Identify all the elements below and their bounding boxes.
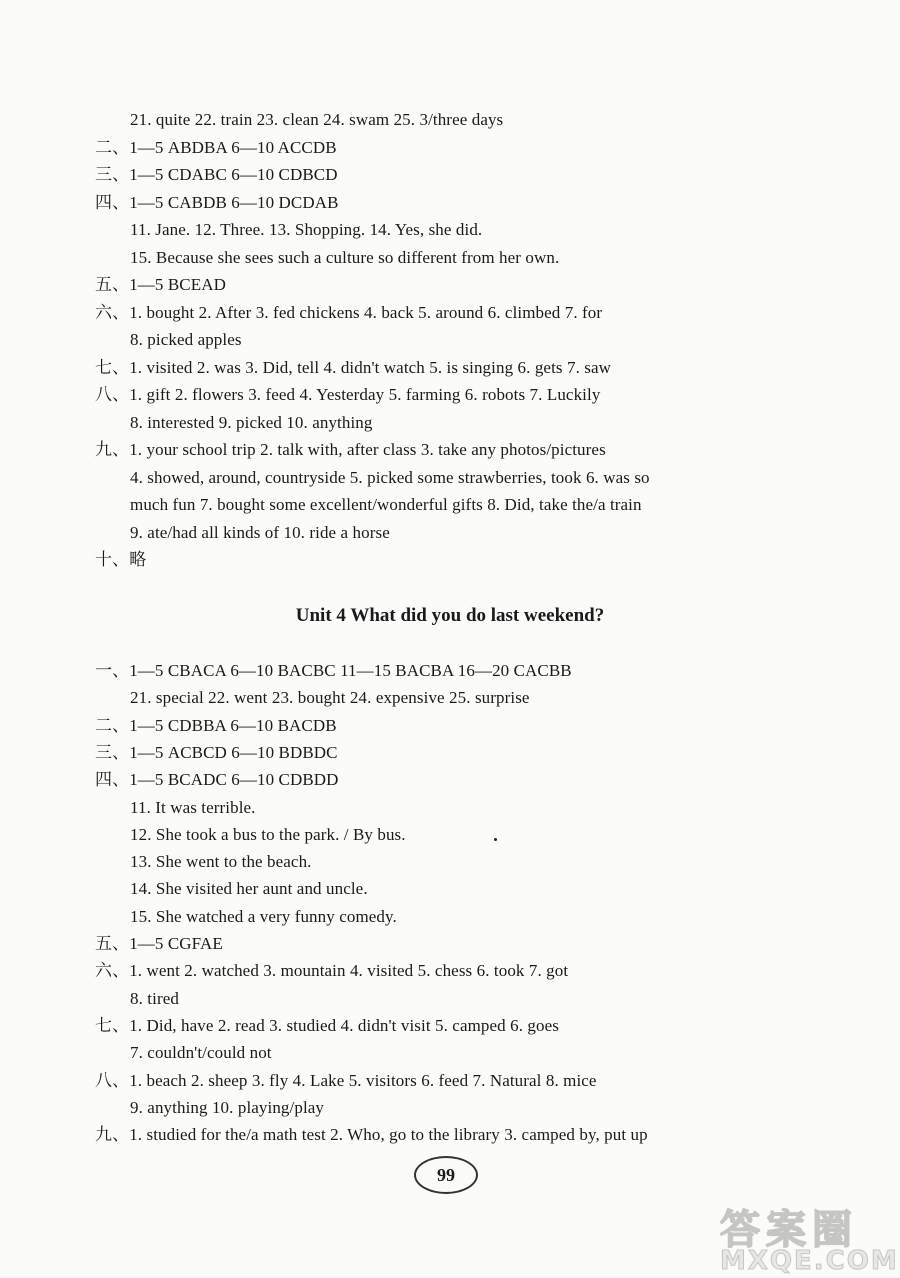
answer-line: 11. Jane. 12. Three. 13. Shopping. 14. Yes, she did. (130, 220, 483, 239)
answer-line: 七、1. Did, have 2. read 3. studied 4. didn't visit 5. camped 6. goes (95, 1015, 559, 1035)
answer-line: 四、1—5 BCADC 6—10 CDBDD (95, 770, 339, 790)
answer-line: 12. She took a bus to the park. / By bus. (130, 824, 406, 844)
answer-line: 六、1. went 2. watched 3. mountain 4. visited 5. chess 6. took 7. got (95, 961, 569, 981)
answer-line: 四、1—5 CABDB 6—10 DCDAB (95, 192, 339, 212)
answer-line: 14. She visited her aunt and uncle. (130, 879, 368, 899)
page-number: 99 (414, 1156, 478, 1194)
answer-line: 15. She watched a very funny comedy. (130, 906, 397, 926)
stray-dot (494, 838, 497, 841)
answer-line: 11. It was terrible. (130, 797, 256, 817)
answer-line: 五、1—5 CGFAE (95, 934, 223, 953)
answer-line: 七、1. visited 2. was 3. Did, tell 4. didn't watch 5. is singing 6. gets 7. saw (95, 357, 612, 377)
answer-line: 8. tired (130, 988, 179, 1008)
answer-line: 二、1—5 CDBBA 6—10 BACDB (95, 715, 337, 735)
answer-line: 8. interested 9. picked 10. anything (130, 412, 373, 432)
answer-line: 三、1—5 CDABC 6—10 CDBCD (95, 165, 338, 184)
watermark-bottom-text: MXQE.COM (720, 1246, 899, 1276)
answer-line: 一、1—5 CBACA 6—10 BACBC 11—15 BACBA 16—20 CACBB (95, 661, 572, 680)
answer-line: 八、1. gift 2. flowers 3. feed 4. Yesterday 5. farming 6. robots 7. Luckily (95, 385, 601, 404)
answer-line: 十、略 (95, 550, 147, 569)
answer-line: 三、1—5 ACBCD 6—10 BDBDC (95, 742, 338, 762)
answer-line: 13. She went to the beach. (130, 852, 312, 872)
answer-line: 7. couldn't/could not (130, 1043, 272, 1063)
answer-line: much fun 7. bought some excellent/wonderful gifts 8. Did, take the/a train (130, 495, 642, 514)
answer-line: 21. quite 22. train 23. clean 24. swam 25. 3/three days (130, 110, 504, 129)
answer-line: 9. ate/had all kinds of 10. ride a horse (130, 522, 390, 542)
answer-line: 五、1—5 BCEAD (95, 275, 226, 294)
answer-line: 九、1. your school trip 2. talk with, after class 3. take any photos/pictures (95, 440, 606, 459)
answer-line: 4. showed, around, countryside 5. picked some strawberries, took 6. was so (130, 467, 650, 487)
watermark-logo (720, 1198, 900, 1278)
answer-line: 9. anything 10. playing/play (130, 1097, 325, 1117)
unit-title: Unit 4 What did you do last weekend? (295, 605, 605, 626)
answer-line: 九、1. studied for the/a math test 2. Who, go to the library 3. camped by, put up (95, 1125, 648, 1145)
answer-line: 八、1. beach 2. sheep 3. fly 4. Lake 5. visitors 6. feed 7. Natural 8. mice (95, 1070, 597, 1090)
answer-line: 15. Because she sees such a culture so different from her own. (130, 247, 560, 267)
answer-line: 二、1—5 ABDBA 6—10 ACCDB (95, 137, 337, 157)
watermark-top-text: 答案圈 (720, 1207, 858, 1253)
answer-line: 8. picked apples (130, 330, 242, 349)
answer-line: 21. special 22. went 23. bought 24. expensive 25. surprise (130, 688, 530, 708)
answer-line: 六、1. bought 2. After 3. fed chickens 4. back 5. around 6. climbed 7. for (95, 302, 603, 322)
